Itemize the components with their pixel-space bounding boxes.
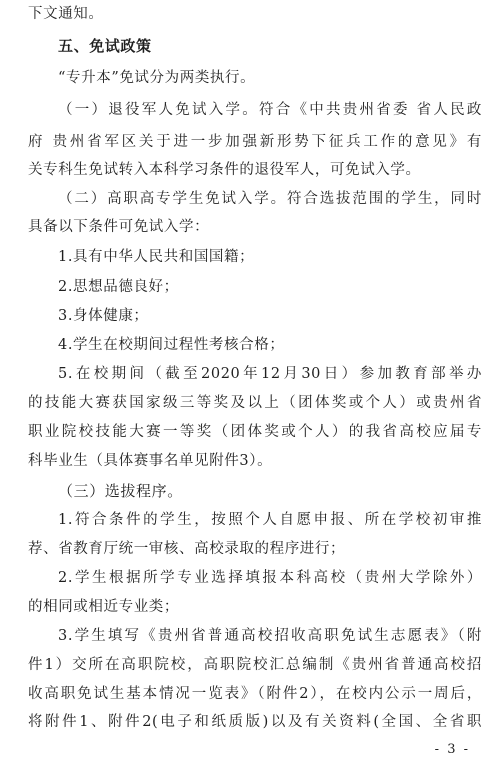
text-line: 收高职免试生基本情况一览表》（附件2），在校内公示一周后， [28, 686, 482, 702]
text-line: 件1）交所在高职院校，高职院校汇总编制《贵州省普通高校招 [28, 657, 482, 673]
text-line: 具备以下条件可免试入学： [28, 219, 210, 235]
text-line: 下文通知。 [28, 6, 104, 22]
text-line: 科毕业生（具体赛事名单见附件3）。 [28, 453, 273, 469]
text-line: 将附件1、附件2(电子和纸质版)以及有关资料(全国、全省职 [28, 714, 482, 730]
text-line: 的技能大赛获国家级三等奖及以上（团体奖或个人）或贵州省 [28, 395, 482, 411]
section-heading: 五、免试政策 [58, 37, 152, 55]
text-line: 府 贵州省军区关于进一步加强新形势下征兵工作的意见》有 [28, 134, 482, 150]
text-line: （一）退役军人免试入学。符合《中共贵州省委 省人民政 [58, 102, 482, 118]
list-item: 1.符合条件的学生，按照个人自愿申报、所在学校初审推 [58, 512, 482, 528]
list-item: 5.在校期间（截至2020年12月30日）参加教育部举办 [58, 366, 482, 382]
text-line: “专升本”免试分为两类执行。 [58, 70, 256, 86]
text-line: 荐、省教育厅统一审核、高校录取的程序进行； [28, 541, 346, 557]
text-line: 的相同或相近专业类； [28, 599, 179, 615]
text-line: 关专科生免试转入本科学习条件的退役军人，可免试入学。 [28, 162, 421, 178]
list-item: 2.学生根据所学专业选择填报本科高校（贵州大学除外） [58, 570, 482, 586]
list-item: 1.具有中华人民共和国国籍； [58, 249, 255, 265]
subsection-heading: （三）选拔程序。 [58, 482, 183, 500]
text-line: （二）高职高专学生免试入学。符合选拔范围的学生，同时 [58, 191, 482, 207]
list-item: 3.学生填写《贵州省普通高校招收高职免试生志愿表》（附 [58, 628, 482, 644]
list-item: 3.身体健康； [58, 308, 149, 324]
text-line: 职业院校技能大赛一等奖（团体奖或个人）的我省高校应届专 [28, 424, 482, 440]
list-item: 4.学生在校期间过程性考核合格； [58, 337, 285, 353]
page-number: - 3 - [434, 742, 470, 757]
list-item: 2.思想品德良好； [58, 279, 179, 295]
